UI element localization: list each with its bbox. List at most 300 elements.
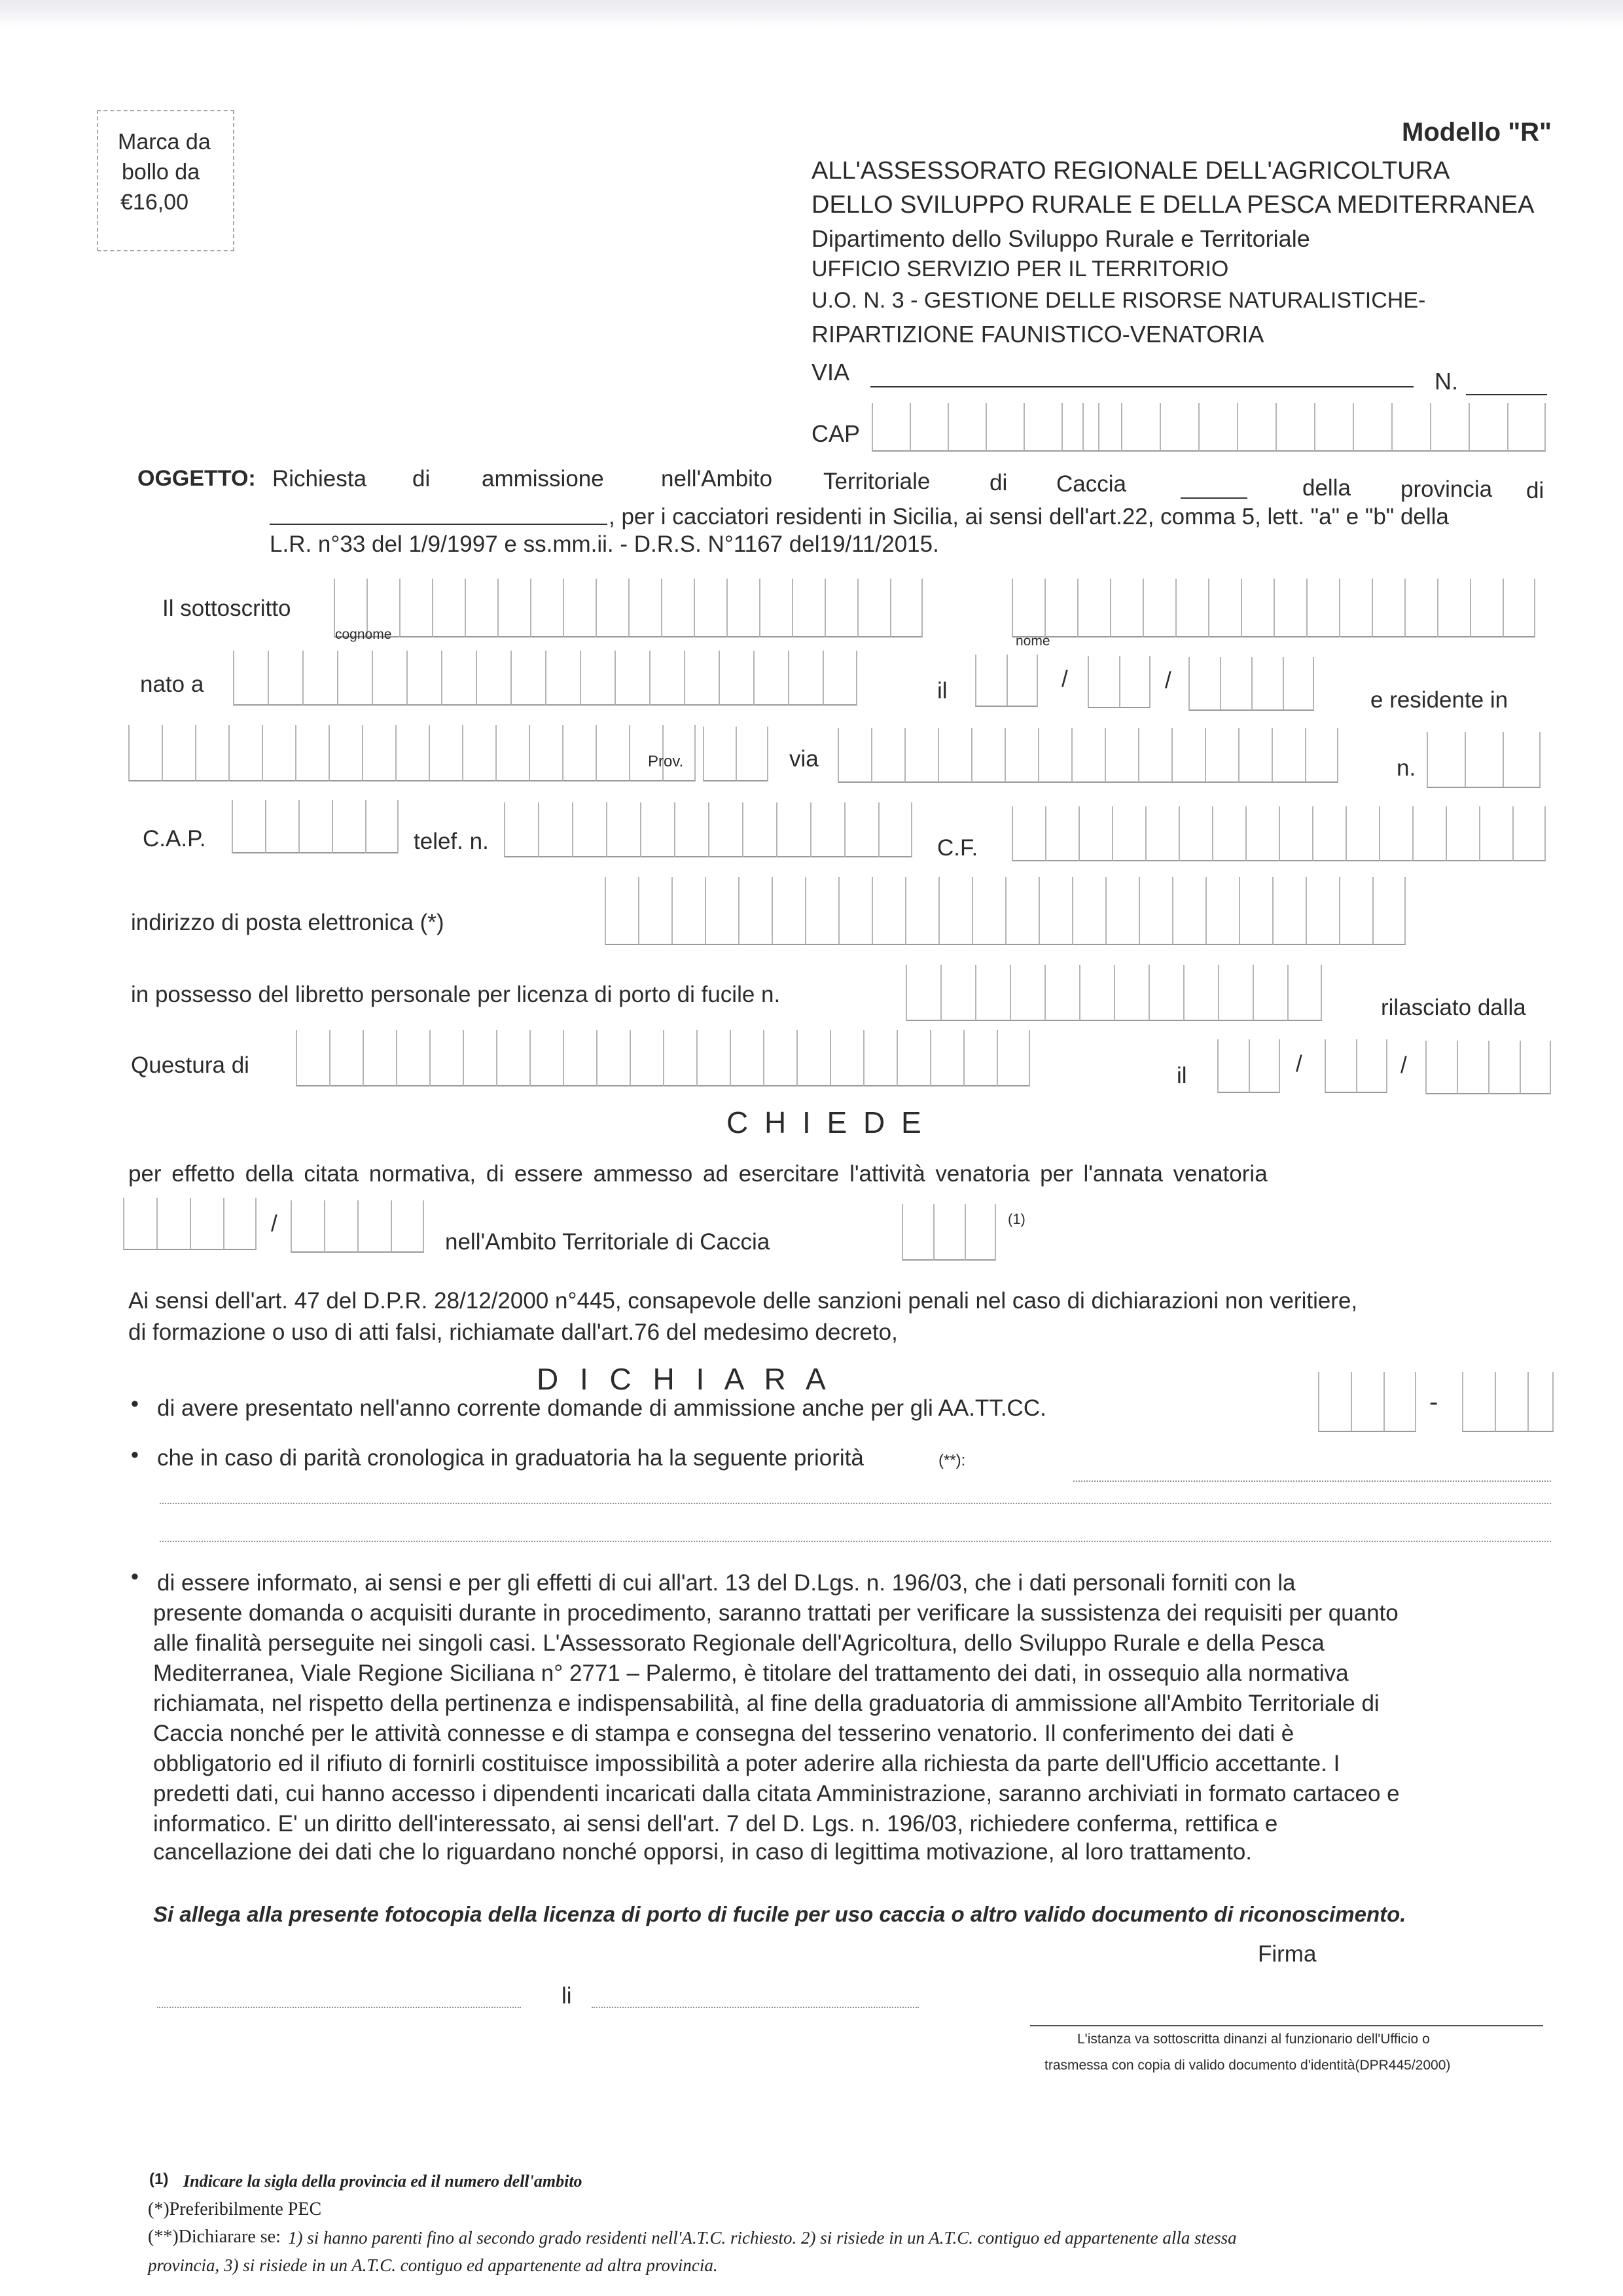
footnote-1-mark: (1)	[149, 2170, 169, 2188]
atc-blank[interactable]	[1181, 497, 1247, 499]
allega-note: Si allega alla presente fotocopia della licenza di porto di fucile per uso caccia o altro valido documento di riconoscimento.	[153, 1902, 1406, 1926]
char-box[interactable]	[563, 1030, 596, 1086]
footnote-1: Indicare la sigla della provincia ed il numero dell'ambito	[183, 2172, 582, 2191]
addressee-line-1: ALL'ASSESSORATO REGIONALE DELL'AGRICOLTURA	[812, 157, 1450, 185]
civic-number-boxes[interactable]	[1427, 732, 1541, 788]
dichiara-item-2-ref: (**):	[938, 1452, 966, 1469]
char-box[interactable]	[904, 728, 938, 783]
char-box[interactable]	[1275, 403, 1314, 452]
char-box[interactable]	[1306, 877, 1339, 945]
char-box[interactable]	[1044, 579, 1077, 637]
char-box[interactable]	[661, 579, 694, 637]
season-year-1-boxes[interactable]	[123, 1198, 257, 1250]
atc-list-boxes-b[interactable]	[1462, 1372, 1554, 1432]
char-box[interactable]	[1172, 877, 1205, 945]
char-box[interactable]	[291, 1200, 324, 1253]
char-box[interactable]	[1138, 728, 1171, 783]
issue-month-boxes[interactable]	[1325, 1039, 1387, 1093]
street-boxes[interactable]	[838, 728, 1338, 783]
number-label: N.	[1435, 368, 1458, 395]
place-line[interactable]	[157, 2007, 521, 2008]
char-box[interactable]	[1495, 1372, 1527, 1432]
char-box[interactable]	[1119, 656, 1150, 708]
char-box[interactable]	[1249, 1039, 1280, 1093]
char-box[interactable]	[1312, 806, 1346, 861]
char-box[interactable]	[963, 1030, 997, 1086]
ambito-boxes[interactable]	[902, 1204, 996, 1261]
char-box[interactable]	[1339, 877, 1372, 945]
char-box[interactable]	[1145, 806, 1179, 861]
char-box[interactable]	[596, 725, 629, 781]
char-box[interactable]	[1372, 877, 1406, 945]
char-box[interactable]	[1012, 806, 1045, 861]
char-box[interactable]	[529, 1030, 563, 1086]
char-box[interactable]	[671, 877, 705, 945]
char-box[interactable]	[796, 1030, 830, 1086]
residence-city-boxes[interactable]	[128, 725, 696, 781]
char-box[interactable]	[1218, 965, 1253, 1021]
char-box[interactable]	[1179, 806, 1212, 861]
priority-line-1[interactable]	[1073, 1480, 1551, 1482]
char-box[interactable]	[362, 725, 395, 781]
char-box[interactable]	[871, 728, 904, 783]
char-box[interactable]	[1082, 403, 1121, 452]
issue-year-boxes[interactable]	[1425, 1041, 1551, 1094]
char-box[interactable]	[788, 651, 823, 706]
char-box[interactable]	[696, 1030, 730, 1086]
char-box[interactable]	[1527, 1372, 1554, 1432]
char-box[interactable]	[1305, 728, 1338, 783]
char-box[interactable]	[1217, 1039, 1249, 1093]
season-slash: /	[271, 1211, 277, 1236]
char-box[interactable]	[123, 1198, 156, 1250]
questura-label: Questura di	[131, 1052, 249, 1078]
char-box[interactable]	[663, 1030, 696, 1086]
oggetto-line-2: , per i cacciatori residenti in Sicilia, ai sensi dell'art.22, comma 5, lett. "a" e "b" della	[609, 504, 1449, 529]
char-box[interactable]	[1479, 806, 1512, 861]
char-box[interactable]	[1245, 806, 1279, 861]
char-box[interactable]	[1237, 403, 1275, 452]
char-box[interactable]	[738, 877, 772, 945]
char-box[interactable]	[971, 728, 1005, 783]
char-box[interactable]	[1351, 1372, 1383, 1432]
char-box[interactable]	[1339, 579, 1372, 637]
nome-boxes[interactable]	[1012, 579, 1535, 637]
char-box[interactable]	[1272, 728, 1305, 783]
char-box[interactable]	[1143, 579, 1175, 637]
char-box[interactable]	[530, 579, 563, 637]
char-box[interactable]	[1427, 732, 1465, 788]
char-box[interactable]	[878, 802, 912, 857]
char-box[interactable]	[1012, 579, 1044, 637]
char-box[interactable]	[265, 800, 298, 853]
number-line[interactable]	[1466, 394, 1547, 395]
char-box[interactable]	[708, 802, 742, 857]
char-box[interactable]	[223, 1198, 257, 1250]
char-box[interactable]	[1212, 806, 1245, 861]
char-box[interactable]	[1198, 403, 1237, 452]
char-box[interactable]	[1072, 877, 1105, 945]
via-label: VIA	[812, 359, 850, 386]
char-box[interactable]	[628, 579, 661, 637]
oggetto-w3: ammissione	[482, 466, 604, 492]
phone-boxes[interactable]	[504, 802, 912, 857]
char-box[interactable]	[596, 579, 628, 637]
char-box[interactable]	[432, 579, 465, 637]
char-box[interactable]	[357, 1200, 391, 1253]
date-slash-1: /	[1061, 666, 1068, 692]
char-box[interactable]	[365, 800, 399, 853]
email-boxes[interactable]	[605, 877, 1406, 945]
char-box[interactable]	[429, 725, 462, 781]
char-box[interactable]	[1356, 1039, 1387, 1093]
char-box[interactable]	[162, 725, 195, 781]
char-box[interactable]	[496, 1030, 529, 1086]
char-box[interactable]	[705, 877, 738, 945]
char-box[interactable]	[863, 1030, 897, 1086]
char-box[interactable]	[1044, 965, 1079, 1021]
cap-boxes-b[interactable]	[1082, 403, 1546, 452]
char-box[interactable]	[298, 800, 332, 853]
birthplace-boxes[interactable]	[233, 651, 857, 706]
char-box[interactable]	[975, 655, 1007, 707]
char-box[interactable]	[1512, 806, 1546, 861]
sottoscritto-label: Il sottoscritto	[162, 596, 291, 621]
via-line[interactable]	[870, 386, 1414, 387]
char-box[interactable]	[823, 651, 857, 706]
birth-day-boxes[interactable]	[975, 655, 1038, 707]
cognome-boxes[interactable]	[334, 579, 923, 637]
issue-slash-2: /	[1400, 1052, 1407, 1078]
char-box[interactable]	[1007, 655, 1038, 707]
char-box[interactable]	[890, 579, 923, 637]
char-box[interactable]	[1038, 728, 1071, 783]
issue-day-boxes[interactable]	[1217, 1039, 1280, 1093]
cap-field-label: C.A.P.	[143, 826, 206, 852]
bullet-2: •	[131, 1443, 139, 1467]
char-box[interactable]	[1183, 965, 1218, 1021]
istanza-line-2: trasmessa con copia di valido documento d'identità(DPR445/2000)	[1044, 2058, 1451, 2073]
char-box[interactable]	[1010, 965, 1044, 1021]
char-box[interactable]	[1287, 965, 1322, 1021]
char-box[interactable]	[1430, 403, 1469, 452]
char-box[interactable]	[510, 651, 545, 706]
char-box[interactable]	[1220, 657, 1251, 711]
char-box[interactable]	[529, 725, 562, 781]
char-box[interactable]	[730, 1030, 763, 1086]
char-box[interactable]	[638, 877, 671, 945]
char-box[interactable]	[1251, 657, 1283, 711]
char-box[interactable]	[742, 802, 776, 857]
char-box[interactable]	[825, 579, 857, 637]
char-box[interactable]	[1208, 579, 1241, 637]
birth-year-boxes[interactable]	[1188, 657, 1314, 711]
char-box[interactable]	[1205, 728, 1238, 783]
char-box[interactable]	[810, 802, 844, 857]
char-box[interactable]	[232, 800, 265, 853]
char-box[interactable]	[1283, 657, 1314, 711]
char-box[interactable]	[719, 651, 753, 706]
char-box[interactable]	[986, 403, 1024, 452]
char-box[interactable]	[399, 579, 432, 637]
char-box[interactable]	[792, 579, 825, 637]
char-box[interactable]	[844, 802, 878, 857]
char-box[interactable]	[156, 1198, 190, 1250]
season-year-2-boxes[interactable]	[291, 1200, 424, 1253]
char-box[interactable]	[372, 651, 406, 706]
date-line[interactable]	[592, 2007, 919, 2008]
char-box[interactable]	[1005, 877, 1039, 945]
char-box[interactable]	[1279, 806, 1312, 861]
char-box[interactable]	[1383, 1372, 1416, 1432]
oggetto-w4: nell'Ambito	[661, 466, 773, 492]
char-box[interactable]	[195, 725, 228, 781]
char-box[interactable]	[694, 579, 726, 637]
privacy-line-10: cancellazione dei dati che lo riguardano nonché opporsi, in caso di legittima motivazione, al loro trattamento.	[153, 1839, 1253, 1865]
char-box[interactable]	[830, 1030, 863, 1086]
atc-list-boxes-a[interactable]	[1318, 1372, 1416, 1432]
char-box[interactable]	[262, 725, 295, 781]
char-box[interactable]	[1238, 728, 1272, 783]
char-box[interactable]	[1507, 403, 1546, 452]
char-box[interactable]	[337, 651, 372, 706]
char-box[interactable]	[1318, 1372, 1351, 1432]
oggetto-label: OGGETTO:	[137, 466, 256, 491]
char-box[interactable]	[495, 725, 529, 781]
char-box[interactable]	[1412, 806, 1446, 861]
char-box[interactable]	[605, 877, 638, 945]
stamp-line-3: €16,00	[120, 190, 188, 215]
char-box[interactable]	[615, 651, 649, 706]
char-box[interactable]	[1149, 965, 1183, 1021]
questura-boxes[interactable]	[296, 1030, 1030, 1086]
char-box[interactable]	[872, 877, 905, 945]
char-box[interactable]	[329, 1030, 363, 1086]
char-box[interactable]	[1314, 403, 1353, 452]
char-box[interactable]	[1404, 579, 1437, 637]
char-box[interactable]	[1520, 1041, 1551, 1094]
char-box[interactable]	[476, 651, 510, 706]
char-box[interactable]	[580, 651, 615, 706]
char-box[interactable]	[872, 403, 910, 452]
char-box[interactable]	[1470, 579, 1503, 637]
char-box[interactable]	[1105, 728, 1138, 783]
char-box[interactable]	[462, 725, 495, 781]
char-box[interactable]	[1469, 403, 1507, 452]
char-box[interactable]	[572, 802, 606, 857]
char-box[interactable]	[1088, 656, 1119, 708]
char-box[interactable]	[296, 1030, 329, 1086]
char-box[interactable]	[606, 802, 640, 857]
char-box[interactable]	[1071, 728, 1105, 783]
privacy-line-3: alle finalità perseguite nei singoli casi. L'Assessorato Regionale dell'Agricoltura, dello Sviluppo Rurale e della Pesca	[153, 1630, 1325, 1656]
char-box[interactable]	[1239, 877, 1272, 945]
char-box[interactable]	[1121, 403, 1160, 452]
char-box[interactable]	[1488, 1041, 1520, 1094]
char-box[interactable]	[1160, 403, 1198, 452]
char-box[interactable]	[329, 725, 362, 781]
char-box[interactable]	[906, 965, 940, 1021]
char-box[interactable]	[1425, 1041, 1457, 1094]
char-box[interactable]	[776, 802, 810, 857]
char-box[interactable]	[772, 877, 805, 945]
char-box[interactable]	[703, 726, 736, 781]
char-box[interactable]	[910, 403, 948, 452]
char-box[interactable]	[228, 725, 262, 781]
postal-code-boxes[interactable]	[232, 800, 399, 853]
char-box[interactable]	[972, 877, 1005, 945]
char-box[interactable]	[1272, 877, 1306, 945]
char-box[interactable]	[1457, 1041, 1488, 1094]
char-box[interactable]	[562, 725, 596, 781]
char-box[interactable]	[1241, 579, 1274, 637]
licence-number-boxes[interactable]	[906, 965, 1322, 1021]
char-box[interactable]	[630, 1030, 663, 1086]
char-box[interactable]	[1446, 806, 1479, 861]
char-box[interactable]	[395, 725, 429, 781]
char-box[interactable]	[759, 579, 792, 637]
char-box[interactable]	[905, 877, 938, 945]
char-box[interactable]	[902, 1204, 933, 1261]
char-box[interactable]	[1079, 965, 1114, 1021]
oggetto-w9: provincia	[1400, 476, 1493, 502]
char-box[interactable]	[938, 877, 972, 945]
char-box[interactable]	[429, 1030, 463, 1086]
char-box[interactable]	[997, 1030, 1030, 1086]
char-box[interactable]	[441, 651, 476, 706]
char-box[interactable]	[726, 579, 759, 637]
province-blank[interactable]	[270, 524, 607, 525]
cap-boxes-a[interactable]	[872, 403, 1099, 452]
char-box[interactable]	[268, 651, 302, 706]
char-box[interactable]	[396, 1030, 429, 1086]
nato-a-label: nato a	[140, 672, 204, 697]
char-box[interactable]	[736, 726, 768, 781]
char-box[interactable]	[1139, 877, 1172, 945]
char-box[interactable]	[1274, 579, 1306, 637]
char-box[interactable]	[497, 579, 530, 637]
char-box[interactable]	[1306, 579, 1339, 637]
char-box[interactable]	[965, 1204, 996, 1261]
priority-line-3[interactable]	[160, 1541, 1551, 1542]
char-box[interactable]	[128, 725, 162, 781]
char-box[interactable]	[1353, 403, 1391, 452]
char-box[interactable]	[302, 651, 337, 706]
char-box[interactable]	[1379, 806, 1412, 861]
char-box[interactable]	[933, 1204, 965, 1261]
char-box[interactable]	[1175, 579, 1208, 637]
char-box[interactable]	[753, 651, 788, 706]
char-box[interactable]	[363, 1030, 396, 1086]
char-box[interactable]	[1005, 728, 1038, 783]
char-box[interactable]	[805, 877, 838, 945]
char-box[interactable]	[596, 1030, 630, 1086]
char-box[interactable]	[295, 725, 329, 781]
char-box[interactable]	[465, 579, 497, 637]
stamp-line-1: Marca da	[118, 130, 211, 154]
birth-month-boxes[interactable]	[1088, 656, 1150, 708]
char-box[interactable]	[649, 651, 684, 706]
nome-caption: nome	[1016, 634, 1050, 649]
privacy-line-6: Caccia nonché per le attività connesse e di stampa e consegna del tesserino venatorio. Il conferimento dei dati è	[153, 1721, 1294, 1746]
char-box[interactable]	[504, 802, 538, 857]
char-box[interactable]	[538, 802, 572, 857]
dpr-line-1: Ai sensi dell'art. 47 del D.P.R. 28/12/2000 n°445, consapevole delle sanzioni penali nel caso di dichiarazioni non veritiere,	[128, 1288, 1358, 1314]
cf-label: C.F.	[937, 835, 978, 861]
char-box[interactable]	[233, 651, 268, 706]
char-box[interactable]	[938, 728, 971, 783]
char-box[interactable]	[940, 965, 975, 1021]
char-box[interactable]	[1391, 403, 1430, 452]
char-box[interactable]	[391, 1200, 424, 1253]
char-box[interactable]	[640, 802, 674, 857]
char-box[interactable]	[1253, 965, 1287, 1021]
atc-list-dash: -	[1429, 1388, 1438, 1416]
char-box[interactable]	[545, 651, 580, 706]
char-box[interactable]	[838, 728, 871, 783]
char-box[interactable]	[1112, 806, 1145, 861]
char-box[interactable]	[1346, 806, 1379, 861]
char-box[interactable]	[1171, 728, 1205, 783]
char-box[interactable]	[1110, 579, 1143, 637]
char-box[interactable]	[1105, 877, 1139, 945]
char-box[interactable]	[897, 1030, 930, 1086]
char-box[interactable]	[684, 651, 719, 706]
dpr-line-2: di formazione o uso di atti falsi, richiamate dall'art.76 del medesimo decreto,	[128, 1319, 898, 1345]
oggetto-w5: Territoriale	[823, 469, 931, 494]
char-box[interactable]	[1503, 732, 1541, 788]
oggetto-line-3: L.R. n°33 del 1/9/1997 e ss.mm.ii. - D.R.S. N°1167 del19/11/2015.	[270, 531, 939, 557]
char-box[interactable]	[1372, 579, 1404, 637]
char-box[interactable]	[1045, 806, 1079, 861]
char-box[interactable]	[1205, 877, 1239, 945]
prov-boxes[interactable]	[703, 726, 768, 781]
char-box[interactable]	[763, 1030, 796, 1086]
char-box[interactable]	[1114, 965, 1149, 1021]
char-box[interactable]	[1039, 877, 1072, 945]
char-box[interactable]	[1325, 1039, 1356, 1093]
priority-line-2[interactable]	[160, 1503, 1551, 1504]
date-slash-2: /	[1165, 668, 1171, 693]
dichiara-item-1: di avere presentato nell'anno corrente domande di ammissione anche per gli AA.TT.CC.	[157, 1395, 1046, 1421]
char-box[interactable]	[406, 651, 441, 706]
char-box[interactable]	[1077, 579, 1110, 637]
footnote-3-lead: (**)Dichiarare se:	[148, 2227, 281, 2247]
char-box[interactable]	[190, 1198, 223, 1250]
char-box[interactable]	[1465, 732, 1503, 788]
char-box[interactable]	[332, 800, 365, 853]
char-box[interactable]	[563, 579, 596, 637]
signature-line[interactable]	[1030, 2025, 1543, 2026]
char-box[interactable]	[948, 403, 986, 452]
char-box[interactable]	[857, 579, 890, 637]
char-box[interactable]	[1437, 579, 1470, 637]
char-box[interactable]	[1188, 657, 1220, 711]
char-box[interactable]	[1079, 806, 1112, 861]
tax-code-boxes[interactable]	[1012, 806, 1546, 861]
char-box[interactable]	[1024, 403, 1061, 452]
char-box[interactable]	[674, 802, 708, 857]
char-box[interactable]	[463, 1030, 496, 1086]
char-box[interactable]	[1462, 1372, 1495, 1432]
char-box[interactable]	[975, 965, 1010, 1021]
char-box[interactable]	[324, 1200, 357, 1253]
istanza-line-1: L'istanza va sottoscritta dinanzi al funzionario dell'Ufficio o	[1077, 2032, 1430, 2047]
char-box[interactable]	[838, 877, 872, 945]
char-box[interactable]	[1503, 579, 1535, 637]
addressee-line-5: U.O. N. 3 - GESTIONE DELLE RISORSE NATURALISTICHE-	[812, 288, 1426, 313]
char-box[interactable]	[930, 1030, 963, 1086]
